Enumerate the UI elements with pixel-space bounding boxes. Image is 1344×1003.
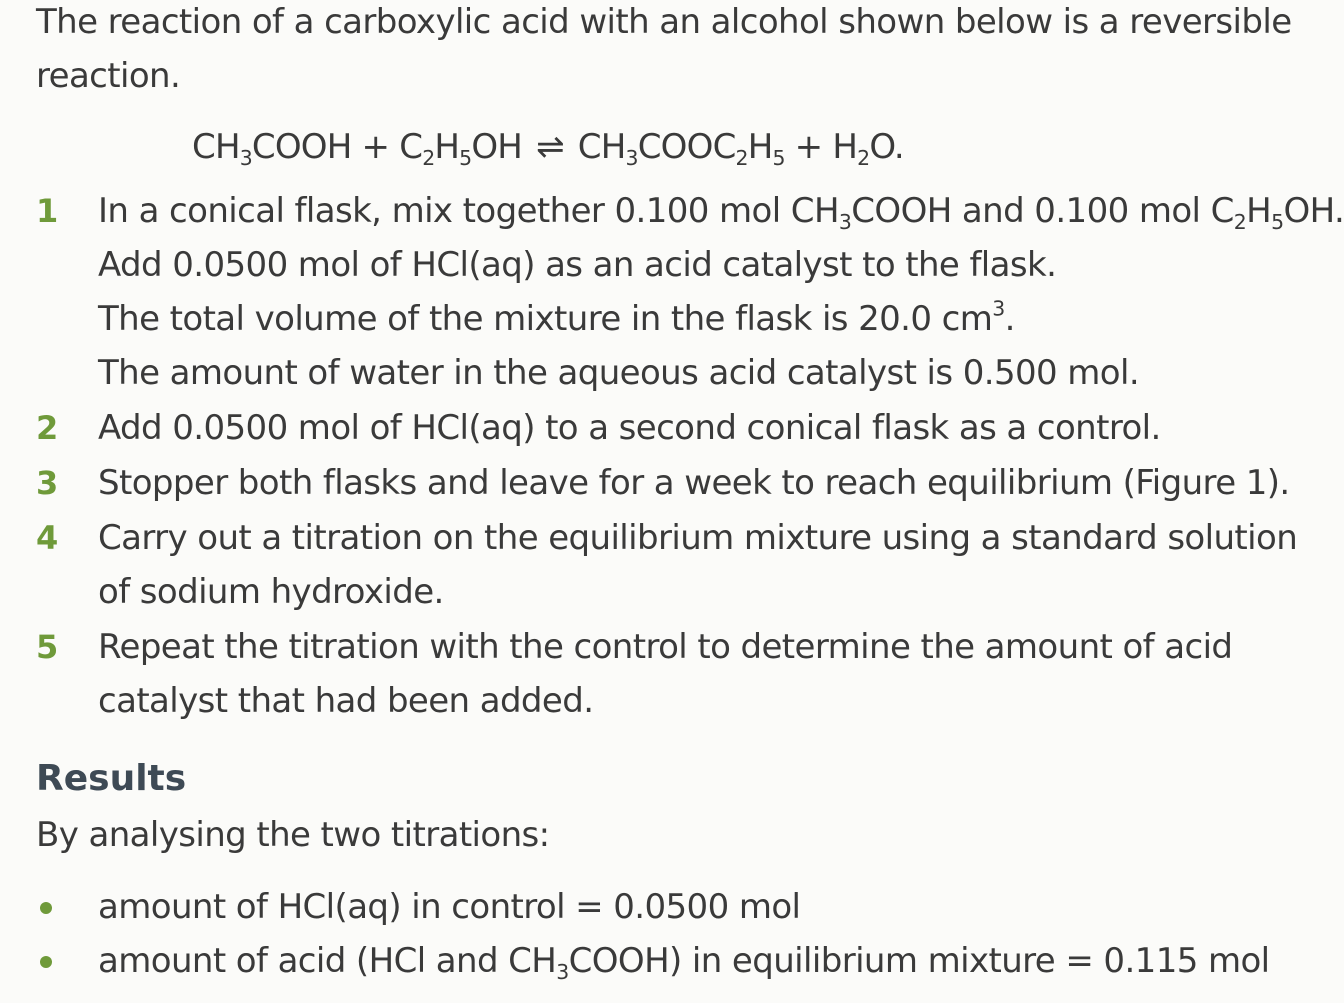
step-3-line-1: Stopper both flasks and leave for a week to reach equilibrium (Figure 1). [98,463,1290,503]
step-number-3: 3 [36,464,59,502]
step-4-line-2: of sodium hydroxide. [98,572,444,612]
step-4-line-1: Carry out a titration on the equilibrium mixture using a standard solution [98,518,1298,558]
step-number-4: 4 [36,519,59,557]
reaction-equation: $CH_3COOH + C_2H_5OH$ ⇌ $CH_3COOC_2H_5 + H_2O$. [192,120,904,174]
step-number-1: 1 [36,192,59,230]
step-1-line-2: Add 0.0500 mol of HCl(aq) as an acid catalyst to the flask. [98,245,1057,285]
step-5-line-1: Repeat the titration with the control to determine the amount of acid [98,627,1233,667]
step-1-line-1: In a conical flask, mix together 0.100 mol $CH_3COOH$ and 0.100 mol $C_2H_5OH$. [98,191,1344,235]
results-lead: By analysing the two titrations: [36,815,550,855]
result-item-2: amount of acid (HCl and $CH_3COOH$) in equilibrium mixture = 0.115 mol [98,941,1270,985]
results-heading: Results [36,758,187,799]
bullet-icon [40,902,52,914]
step-2-line-1: Add 0.0500 mol of HCl(aq) to a second conical flask as a control. [98,408,1161,448]
step-number-5: 5 [36,628,59,666]
intro-line-2: reaction. [36,56,181,96]
step-1-line-3: The total volume of the mixture in the flask is 20.0 $cm^3$. [98,296,1015,339]
step-5-line-2: catalyst that had been added. [98,681,594,721]
result-item-1: amount of HCl(aq) in control = 0.0500 mol [98,887,801,927]
step-number-2: 2 [36,409,59,447]
intro-line-1: The reaction of a carboxylic acid with an alcohol shown below is a reversible [36,2,1292,42]
step-1-line-4: The amount of water in the aqueous acid catalyst is 0.500 mol. [98,353,1140,393]
bullet-icon [40,956,52,968]
equilibrium-arrow-icon: ⇌ [536,127,564,167]
